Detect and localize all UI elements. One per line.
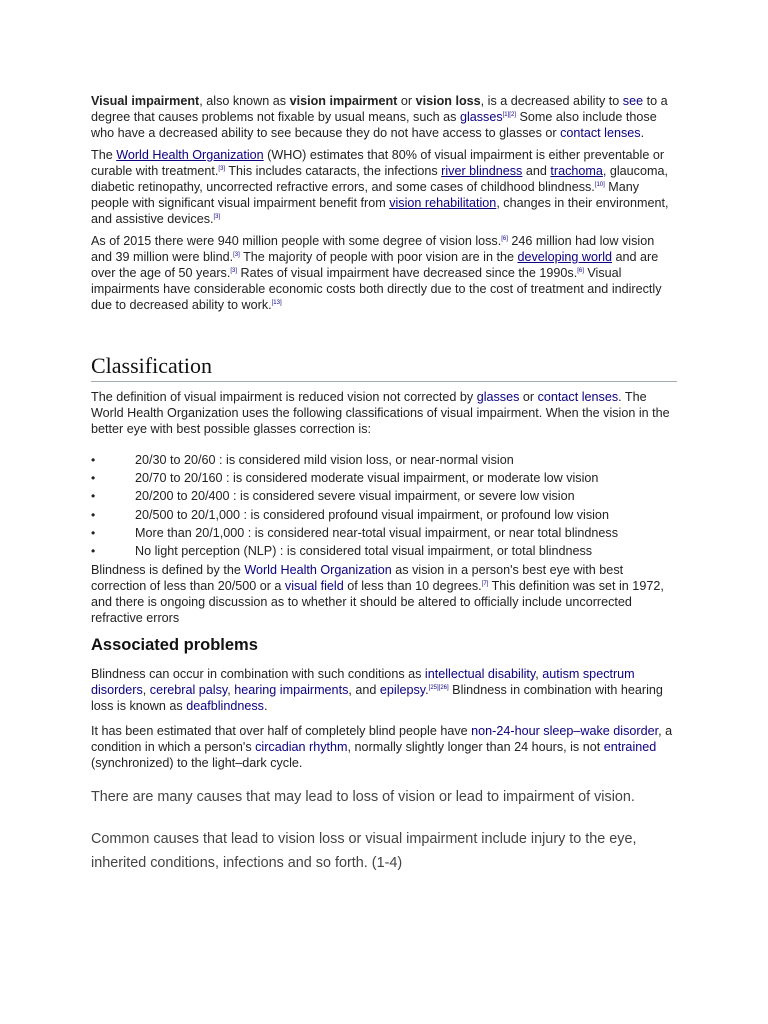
causes-paragraph-1: There are many causes that may lead to loss of vision or lead to impairment of vision. bbox=[91, 789, 635, 806]
text: Many people with significant visual impairment benefit from bbox=[91, 180, 640, 210]
who-paragraph bbox=[91, 147, 677, 227]
link-river-blindness[interactable]: river blindness bbox=[441, 164, 523, 178]
text: , also known as bbox=[199, 94, 290, 108]
citation[interactable]: [1][2] bbox=[502, 112, 516, 118]
text: , glaucoma, diabetic retinopathy, uncorrected refractive errors, and some cases of childhood blindness. bbox=[91, 164, 668, 194]
text: or bbox=[519, 390, 538, 404]
associated-paragraph-1 bbox=[91, 666, 677, 714]
list-item bbox=[91, 487, 677, 505]
list-item-text: 20/30 to 20/60 : is considered mild vision loss, or near-normal vision bbox=[135, 453, 514, 467]
bullet-marker: • bbox=[91, 453, 96, 467]
text: and are over the age of 50 years. bbox=[91, 250, 659, 280]
link-cerebral-palsy[interactable]: cerebral palsy bbox=[149, 683, 228, 698]
list-item-text: 20/200 to 20/400 : is considered severe visual impairment, or severe low vision bbox=[135, 489, 575, 504]
link-epilepsy[interactable]: epilepsy bbox=[379, 683, 426, 698]
link-hearing-impairments[interactable]: hearing impairments bbox=[234, 683, 349, 698]
text: as vision in a person's best eye with best correction of less than 20/500 or a bbox=[91, 563, 624, 594]
citation[interactable]: [13] bbox=[271, 300, 282, 306]
term-vision-impairment: vision impairment bbox=[289, 94, 398, 108]
text: , bbox=[227, 683, 235, 698]
link-entrained[interactable]: entrained bbox=[603, 740, 657, 755]
associated-paragraph-2 bbox=[91, 723, 677, 771]
link-circadian-rhythm[interactable]: circadian rhythm bbox=[255, 740, 348, 755]
citation[interactable]: [25][26] bbox=[428, 685, 449, 692]
text: . bbox=[425, 683, 429, 698]
text: 246 million had low vision and 39 million were blind. bbox=[91, 234, 655, 264]
text: . bbox=[263, 699, 268, 714]
text: Blindness in combination with hearing loss is known as bbox=[91, 683, 663, 714]
text: It has been estimated that over half of completely blind people have bbox=[91, 724, 472, 739]
text: Blindness can occur in combination with such conditions as bbox=[91, 667, 425, 682]
text: (WHO) estimates that 80% of visual impairment is either preventable or curable with treatment. bbox=[91, 148, 665, 178]
term-visual-impairment: Visual impairment bbox=[91, 94, 200, 108]
text: This includes cataracts, the infections bbox=[225, 164, 442, 178]
article-body bbox=[91, 93, 677, 875]
link-deafblindness[interactable]: deafblindness bbox=[186, 699, 264, 714]
list-item-text: 20/500 to 20/1,000 : is considered profound visual impairment, or profound low vision bbox=[135, 507, 609, 522]
term-vision-loss: vision loss bbox=[415, 94, 481, 108]
link-visual-field[interactable]: visual field bbox=[284, 579, 344, 594]
link-world-health-organization[interactable]: World Health Organization bbox=[116, 148, 264, 162]
text: , normally slightly longer than 24 hours, is not bbox=[347, 740, 604, 755]
heading-classification: Classification bbox=[91, 353, 677, 382]
text: . bbox=[640, 126, 645, 140]
text: Visual impairments have considerable economic costs both directly due to the cost of treatment and indirectly due to decreased ability to work. bbox=[91, 266, 662, 312]
link-contact-lenses[interactable]: contact lenses bbox=[560, 126, 641, 140]
text: or bbox=[397, 94, 416, 108]
citation[interactable]: [3] bbox=[213, 214, 221, 220]
bullet-marker: • bbox=[91, 507, 96, 522]
citation[interactable]: [6] bbox=[577, 268, 584, 274]
text: , bbox=[142, 683, 150, 698]
list-item bbox=[91, 506, 677, 524]
link-vision-rehabilitation[interactable]: vision rehabilitation bbox=[389, 196, 497, 210]
text: and bbox=[522, 164, 551, 178]
list-item bbox=[91, 524, 677, 542]
text: . The World Health Organization uses the following classifications of visual impairment. When the vision in the better eye with best possible glasses correction is: bbox=[91, 390, 670, 436]
link-autism-spectrum-disorders[interactable]: autism spectrum disorders bbox=[91, 667, 635, 698]
heading-associated-problems: Associated problems bbox=[91, 636, 258, 655]
statistics-paragraph bbox=[91, 233, 677, 313]
blindness-definition bbox=[91, 562, 677, 626]
citation[interactable]: [7] bbox=[481, 581, 489, 588]
classification-list bbox=[91, 451, 677, 560]
text: This definition was set in 1972, and there is ongoing discussion as to whether it should be altered to officially include uncorrected refractive errors bbox=[91, 579, 664, 626]
bullet-marker: • bbox=[91, 544, 96, 559]
citation[interactable]: [3] bbox=[230, 268, 237, 274]
classification-definition bbox=[91, 389, 677, 437]
text: to a degree that causes problems not fixable by usual means, such as bbox=[91, 94, 668, 124]
bullet-marker: • bbox=[91, 471, 96, 486]
link-contact-lenses[interactable]: contact lenses bbox=[537, 390, 619, 404]
list-item bbox=[91, 542, 677, 560]
intro-paragraph bbox=[91, 93, 677, 141]
link-world-health-organization[interactable]: World Health Organization bbox=[244, 563, 392, 578]
link-intellectual-disability[interactable]: intellectual disability bbox=[424, 667, 536, 682]
list-item-text: No light perception (NLP) : is considered total visual impairment, or total blindness bbox=[135, 544, 593, 559]
text: As of 2015 there were 940 million people with some degree of vision loss. bbox=[91, 234, 502, 248]
link-glasses[interactable]: glasses bbox=[459, 110, 503, 124]
text: The definition of visual impairment is reduced vision not corrected by bbox=[91, 390, 477, 404]
text: , changes in their environment, and assistive devices. bbox=[91, 196, 669, 226]
text: Rates of visual impairment have decreased since the 1990s. bbox=[237, 266, 578, 280]
text: , bbox=[535, 667, 543, 682]
link-developing-world[interactable]: developing world bbox=[517, 250, 612, 264]
text: , a condition in which a person's bbox=[91, 724, 673, 755]
text: of less than 10 degrees. bbox=[343, 579, 482, 594]
text: The majority of people with poor vision are in the bbox=[239, 250, 518, 264]
list-item bbox=[91, 469, 677, 487]
list-item-text: 20/70 to 20/160 : is considered moderate visual impairment, or moderate low vision bbox=[135, 471, 599, 486]
link-see[interactable]: see bbox=[622, 94, 644, 108]
text: (synchronized) to the light–dark cycle. bbox=[91, 756, 303, 771]
link-sleep-wake-disorder[interactable]: non-24-hour sleep–wake disorder bbox=[471, 724, 659, 739]
link-glasses[interactable]: glasses bbox=[476, 390, 520, 404]
text: , and bbox=[348, 683, 380, 698]
bullet-marker: • bbox=[91, 525, 96, 540]
citation[interactable]: [3] bbox=[218, 166, 226, 172]
bullet-marker: • bbox=[91, 489, 96, 504]
text: Some also include those who have a decreased ability to see because they do not have access to glasses or bbox=[91, 110, 657, 140]
causes-paragraph-2: Common causes that lead to vision loss or visual impairment include injury to the eye, inherited conditions, infections and so forth. (1-4) bbox=[91, 831, 637, 872]
text: , is a decreased ability to bbox=[480, 94, 623, 108]
list-item-text: More than 20/1,000 : is considered near-total visual impairment, or near total blindness bbox=[135, 525, 619, 540]
citation[interactable]: [3] bbox=[233, 252, 240, 258]
link-trachoma[interactable]: trachoma bbox=[550, 164, 603, 178]
text: Blindness is defined by the bbox=[91, 563, 245, 578]
text: The bbox=[91, 148, 117, 162]
citation[interactable]: [6] bbox=[501, 236, 508, 242]
citation[interactable]: [10] bbox=[594, 182, 605, 188]
list-item bbox=[91, 451, 677, 469]
